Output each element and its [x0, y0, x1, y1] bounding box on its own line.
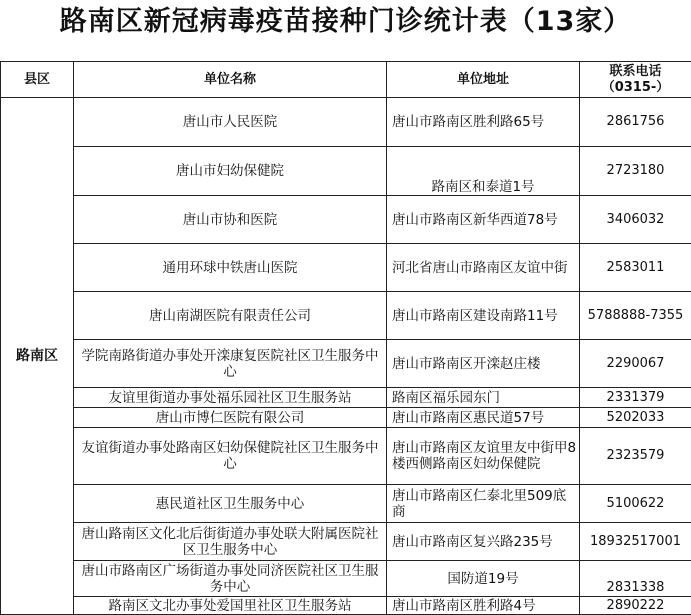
unit-phone: 5100622 — [580, 485, 691, 523]
unit-name: 路南区文北办事处爱国里社区卫生服务站 — [74, 597, 387, 615]
table-row — [1, 98, 691, 147]
table-row — [1, 147, 691, 196]
unit-name: 唐山市路南区广场街道办事处同济医院社区卫生服务中心 — [74, 561, 387, 597]
unit-address: 唐山市路南区惠民道57号 — [387, 408, 580, 428]
table-row — [1, 388, 691, 408]
table-row — [1, 428, 691, 485]
header-phone-label: 联系电话 — [609, 64, 661, 79]
unit-phone: 2290067 — [580, 340, 691, 388]
unit-phone: 2831338 — [580, 561, 691, 597]
table-row — [1, 485, 691, 523]
unit-address: 路南区和泰道1号 — [387, 147, 580, 196]
unit-name: 友谊街道办事处路南区妇幼保健院社区卫生服务中心 — [74, 428, 387, 485]
unit-name: 唐山市人民医院 — [74, 98, 387, 147]
unit-phone: 2323579 — [580, 428, 691, 485]
header-unit-name: 单位名称 — [74, 62, 387, 98]
unit-address: 唐山市路南区仁泰北里509底商 — [387, 485, 580, 523]
unit-address: 唐山市路南区新华西道78号 — [387, 196, 580, 244]
unit-phone: 5788888-7355 — [580, 292, 691, 340]
unit-phone: 18932517001 — [580, 523, 691, 561]
table-row — [1, 523, 691, 561]
unit-name: 唐山市博仁医院有限公司 — [74, 408, 387, 428]
header-phone-area-code: （0315-） — [602, 80, 670, 95]
header-phone — [580, 62, 691, 98]
vaccination-clinic-table — [0, 61, 691, 615]
county-cell: 路南区 — [1, 98, 74, 615]
unit-name: 唐山路南区文化北后街街道办事处联大附属医院社区卫生服务中心 — [74, 523, 387, 561]
unit-name: 学院南路街道办事处开滦康复医院社区卫生服务中心 — [74, 340, 387, 388]
header-county: 县区 — [1, 62, 74, 98]
unit-address: 唐山市路南区友谊里友中街甲8楼西侧路南区妇幼保健院 — [387, 428, 580, 485]
table-row — [1, 340, 691, 388]
unit-address: 唐山市路南区胜利路65号 — [387, 98, 580, 147]
unit-phone: 3406032 — [580, 196, 691, 244]
unit-address: 路南区福乐园东门 — [387, 388, 580, 408]
unit-phone: 2331379 — [580, 388, 691, 408]
table-row — [1, 408, 691, 428]
unit-address: 唐山市路南区复兴路235号 — [387, 523, 580, 561]
table-row — [1, 292, 691, 340]
table-row — [1, 597, 691, 615]
unit-name: 通用环球中铁唐山医院 — [74, 244, 387, 292]
table-header-row — [1, 62, 691, 98]
unit-address: 河北省唐山市路南区友谊中街 — [387, 244, 580, 292]
unit-phone: 2583011 — [580, 244, 691, 292]
table-row — [1, 196, 691, 244]
table-row — [1, 561, 691, 597]
page-title: 路南区新冠病毒疫苗接种门诊统计表（13家） — [0, 0, 691, 44]
unit-address: 唐山市路南区开滦赵庄楼 — [387, 340, 580, 388]
unit-name: 唐山南湖医院有限责任公司 — [74, 292, 387, 340]
unit-phone: 5202033 — [580, 408, 691, 428]
table-row — [1, 244, 691, 292]
unit-name: 唐山市妇幼保健院 — [74, 147, 387, 196]
unit-address: 唐山市路南区胜利路4号 — [387, 597, 580, 615]
unit-address: 唐山市路南区建设南路11号 — [387, 292, 580, 340]
unit-name: 友谊里街道办事处福乐园社区卫生服务站 — [74, 388, 387, 408]
unit-phone: 2723180 — [580, 147, 691, 196]
header-unit-address: 单位地址 — [387, 62, 580, 98]
unit-phone: 2861756 — [580, 98, 691, 147]
unit-name: 惠民道社区卫生服务中心 — [74, 485, 387, 523]
unit-name: 唐山市协和医院 — [74, 196, 387, 244]
unit-address: 国防道19号 — [387, 561, 580, 597]
unit-phone: 2890222 — [580, 597, 691, 615]
